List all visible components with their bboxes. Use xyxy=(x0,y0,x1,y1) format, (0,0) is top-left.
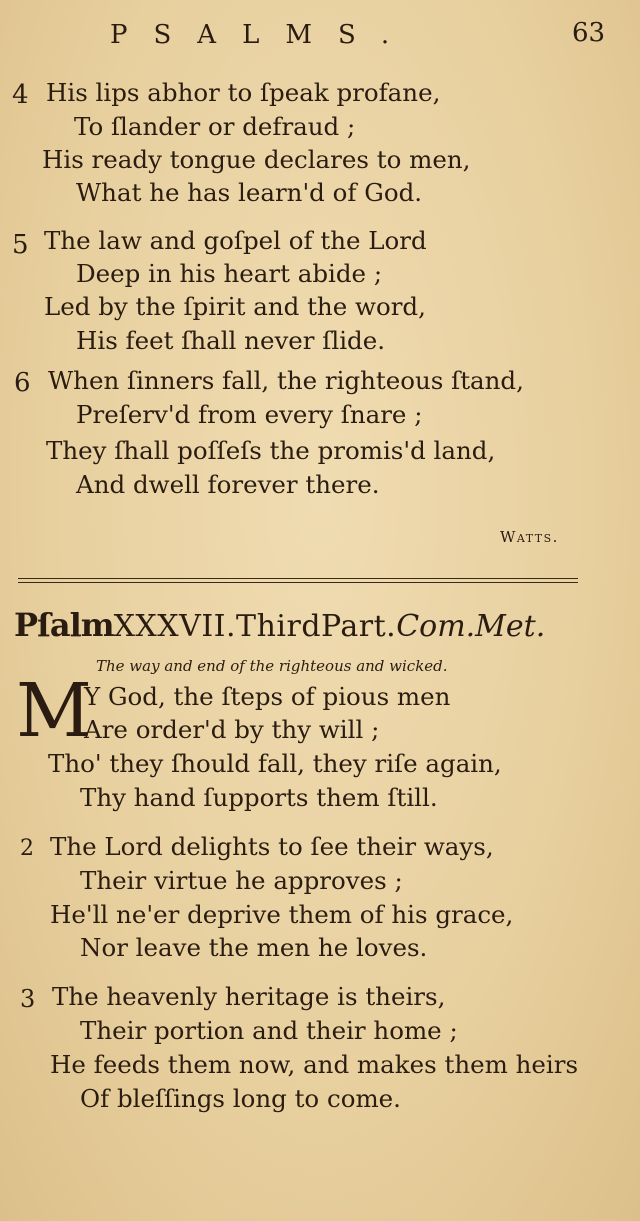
running-head xyxy=(0,14,640,54)
stanza-number: 2 xyxy=(20,836,34,861)
author-attribution: Watts. xyxy=(500,528,559,546)
verse-line: And dwell forever there. xyxy=(76,470,380,499)
section-divider xyxy=(18,578,578,583)
verse-line: Thy hand ſupports them ſtill. xyxy=(80,783,438,812)
page-number: 63 xyxy=(572,18,606,48)
verse-line: They ſhall poſſeſs the promis'd land, xyxy=(46,436,496,465)
verse-line: To ſlander or defraud ; xyxy=(74,112,356,141)
verse-line: When ſinners fall, the righteous ſtand, xyxy=(48,366,524,395)
drop-cap: M xyxy=(16,668,92,754)
verse-line: He'll ne'er deprive them of his grace, xyxy=(50,900,514,929)
stanza-number: 5 xyxy=(12,230,29,260)
verse-line: His lips abhor to ſpeak profane, xyxy=(46,78,441,107)
verse-line: Tho' they ſhould fall, they riſe again, xyxy=(48,749,502,778)
psalm-subheading: The way and end of the righteous and wicked. xyxy=(96,657,448,675)
heading-blackletter: Pſalm xyxy=(14,606,114,644)
verse-line: He feeds them now, and makes them heirs xyxy=(50,1050,579,1079)
stanza-number: 4 xyxy=(12,80,29,110)
verse-line: Y God, the ſteps of pious men xyxy=(84,682,451,711)
verse-line: The law and goſpel of the Lord xyxy=(44,226,427,255)
running-title: PSALMS. xyxy=(110,20,416,50)
heading-italic: Com.Met. xyxy=(396,609,546,644)
verse-line: The heavenly heritage is theirs, xyxy=(52,982,446,1011)
verse-line: The Lord delights to ſee their ways, xyxy=(50,832,494,861)
stanza-number: 6 xyxy=(14,368,31,398)
verse-line: His ready tongue declares to men, xyxy=(42,145,471,174)
verse-line: Deep in his heart abide ; xyxy=(76,259,383,288)
verse-line: Led by the ſpirit and the word, xyxy=(44,292,426,321)
verse-line: Their portion and their home ; xyxy=(80,1016,458,1045)
verse-line: Of bleſſings long to come. xyxy=(80,1084,401,1113)
verse-line: Are order'd by thy will ; xyxy=(84,715,380,744)
stanza-number: 3 xyxy=(20,985,36,1013)
verse-line: What he has learn'd of God. xyxy=(76,178,423,207)
verse-line: Nor leave the men he loves. xyxy=(80,933,428,962)
heading-roman: XXXVII.ThirdPart. xyxy=(113,609,397,644)
verse-line: His feet ſhall never ſlide. xyxy=(76,326,386,355)
psalm-heading xyxy=(14,606,545,644)
verse-line: Their virtue he approves ; xyxy=(80,866,403,895)
verse-line: Preſerv'd from every ſnare ; xyxy=(76,400,423,429)
